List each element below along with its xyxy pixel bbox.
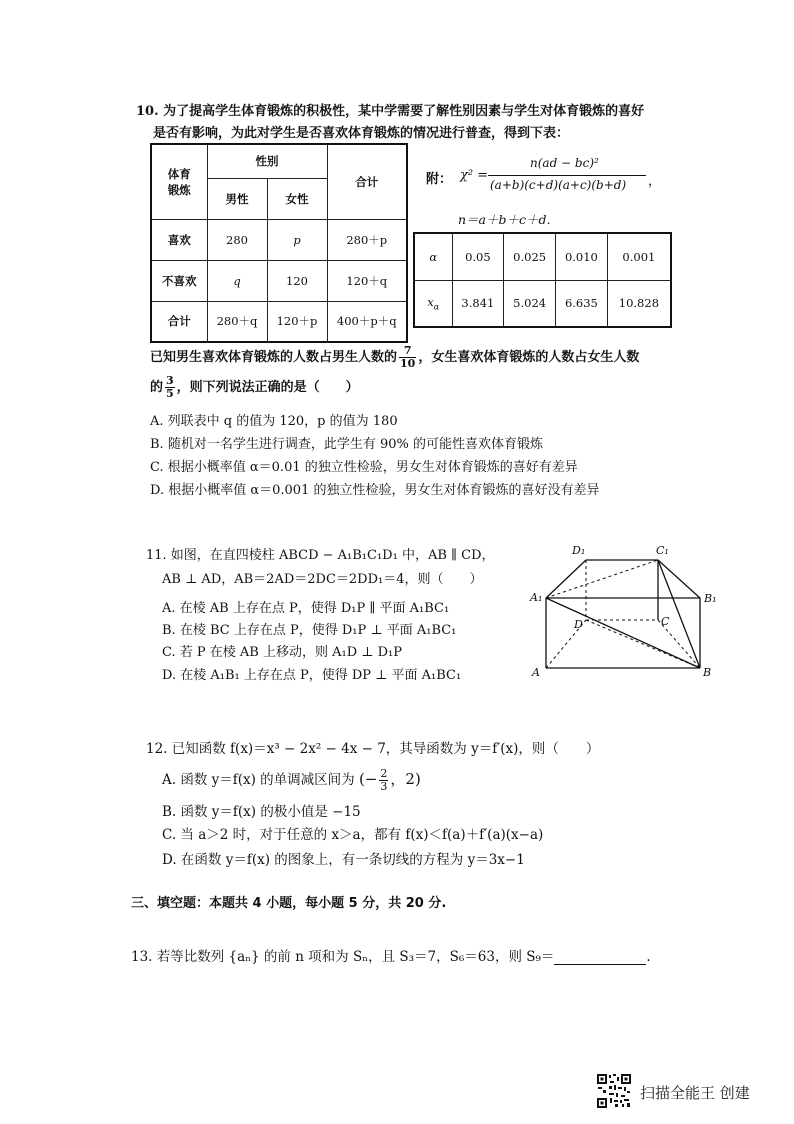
cell: q [207, 260, 267, 301]
fraction-3-5: $\frac{3}{5}$ [166, 374, 174, 400]
q13-stem: 13. 若等比数列 {aₙ} 的前 n 项和为 Sₙ，且 S₃＝7，S₆＝63，则 S₉＝ . [131, 949, 651, 965]
q11-option-b[interactable]: B. 在棱 BC 上存在点 P，使得 D₁P ⊥ 平面 A₁BC₁ [162, 623, 457, 638]
q10-condition-line1: 已知男生喜欢体育锻炼的人数占男生人数的 $\frac{7}{10}$ ，女生喜欢体育锻炼的人数占女生人数 [150, 344, 640, 370]
contingency-table [150, 143, 408, 343]
label-b1: B₁ [704, 592, 717, 605]
table-row [414, 233, 671, 280]
q10-option-c[interactable]: C. 根据小概率值 α＝0.01 的独立性检验，男女生对体育锻炼的喜好有差异 [150, 460, 578, 475]
q10-stem-line2: 是否有影响，为此对学生是否喜欢体育锻炼的情况进行普查，得到下表： [153, 126, 570, 141]
label-d: D [574, 618, 583, 631]
row-label: 合计 [151, 301, 207, 342]
formula-denominator: (a+b)(c+d)(a+c)(b+d) [490, 178, 627, 192]
q12-option-b[interactable]: B. 函数 y＝f(x) 的极小值是 −15 [162, 804, 361, 820]
cell: 120＋p [267, 301, 327, 342]
row-label: 不喜欢 [151, 260, 207, 301]
answer-blank[interactable] [554, 951, 646, 965]
cell: 280＋q [207, 301, 267, 342]
formula-numerator: n(ad − bc)² [530, 156, 599, 170]
table-row [151, 260, 407, 301]
watermark-text: 扫描全能王 创建 [640, 1084, 750, 1102]
cell: 6.635 [556, 280, 608, 327]
chi-square-symbol: χ² = [460, 168, 489, 183]
cell: 120 [267, 260, 327, 301]
table-header-gender: 性别 [207, 144, 327, 178]
q11-stem-line2: AB ⊥ AD，AB＝2AD＝2DC＝2DD₁＝4，则（ ） [162, 572, 483, 587]
cell: 120＋q [327, 260, 407, 301]
label-c1: C₁ [656, 544, 669, 557]
section-heading: 三、填空题：本题共 4 小题，每小题 5 分，共 20 分. [131, 896, 447, 911]
prism-figure [528, 540, 718, 680]
qr-code-icon [596, 1073, 632, 1109]
x-alpha-label: $x_\alpha$ [414, 280, 452, 327]
label-d1: D₁ [572, 544, 586, 557]
cell: 280＋p [327, 219, 407, 260]
q10-option-d[interactable]: D. 根据小概率值 α＝0.001 的独立性检验，男女生对体育锻炼的喜好没有差异 [150, 483, 600, 498]
formula-fraction-bar [488, 175, 646, 176]
fraction-7-10: $\frac{7}{10}$ [400, 344, 416, 370]
q10-option-b[interactable]: B. 随机对一名学生进行调查，此学生有 90% 的可能性喜欢体育锻炼 [150, 437, 543, 452]
alpha-label: α [414, 233, 452, 280]
cell: 0.010 [556, 233, 608, 280]
cell: 280 [207, 219, 267, 260]
q10-condition-line2: 的 $\frac{3}{5}$ ，则下列说法正确的是（ ） [150, 374, 359, 400]
table-row [414, 280, 671, 327]
n-definition: n＝a＋b＋c＋d． [458, 212, 560, 227]
cell: 0.001 [607, 233, 671, 280]
cell: 0.05 [452, 233, 504, 280]
q10-option-a[interactable]: A. 列联表中 q 的值为 120，p 的值为 180 [150, 414, 398, 429]
formula-label: 附： [426, 172, 453, 187]
cell: 10.828 [607, 280, 671, 327]
formula-comma: ， [648, 174, 662, 189]
q10-stem-line1: 10. 为了提高学生体育锻炼的积极性，某中学需要了解性别因素与学生对体育锻炼的喜好 [136, 104, 645, 119]
cell: p [267, 219, 327, 260]
q11-stem-line1: 11. 如图，在直四棱柱 ABCD − A₁B₁C₁D₁ 中，AB ∥ CD， [146, 548, 495, 563]
label-b: B [703, 666, 712, 679]
table-header-female: 女性 [267, 178, 327, 219]
cell: 3.841 [452, 280, 504, 327]
table-row [151, 219, 407, 260]
q12-option-c[interactable]: C. 当 a＞2 时，对于任意的 x＞a，都有 f(x)＜f(a)＋f′(a)(x−a) [162, 827, 544, 843]
cell: 5.024 [504, 280, 556, 327]
cell: 0.025 [504, 233, 556, 280]
label-a1: A₁ [530, 591, 543, 604]
table-header-exercise: 体育锻炼 [151, 144, 207, 219]
q11-option-c[interactable]: C. 若 P 在棱 AB 上移动，则 A₁D ⊥ D₁P [162, 645, 402, 660]
q12-option-a[interactable]: A. 函数 y＝f(x) 的单调减区间为 (− $\frac{2}{3}$ ，2) [162, 767, 421, 793]
q12-option-d[interactable]: D. 在函数 y＝f(x) 的图象上，有一条切线的方程为 y＝3x−1 [162, 852, 525, 868]
table-header-male: 男性 [207, 178, 267, 219]
q11-option-a[interactable]: A. 在棱 AB 上存在点 P，使得 D₁P ∥ 平面 A₁BC₁ [162, 601, 450, 616]
q11-option-d[interactable]: D. 在棱 A₁B₁ 上存在点 P，使得 DP ⊥ 平面 A₁BC₁ [162, 668, 462, 683]
row-label: 喜欢 [151, 219, 207, 260]
table-row [151, 301, 407, 342]
q12-stem: 12. 已知函数 f(x)＝x³ − 2x² − 4x − 7，其导函数为 y＝f′(x)，则（ ） [146, 741, 600, 757]
fraction-2-3: $\frac{2}{3}$ [380, 767, 388, 793]
critical-value-table [413, 232, 672, 328]
label-c: C [661, 615, 670, 628]
label-a: A [532, 666, 540, 679]
cell: 400＋p＋q [327, 301, 407, 342]
table-header-total: 合计 [327, 144, 407, 219]
